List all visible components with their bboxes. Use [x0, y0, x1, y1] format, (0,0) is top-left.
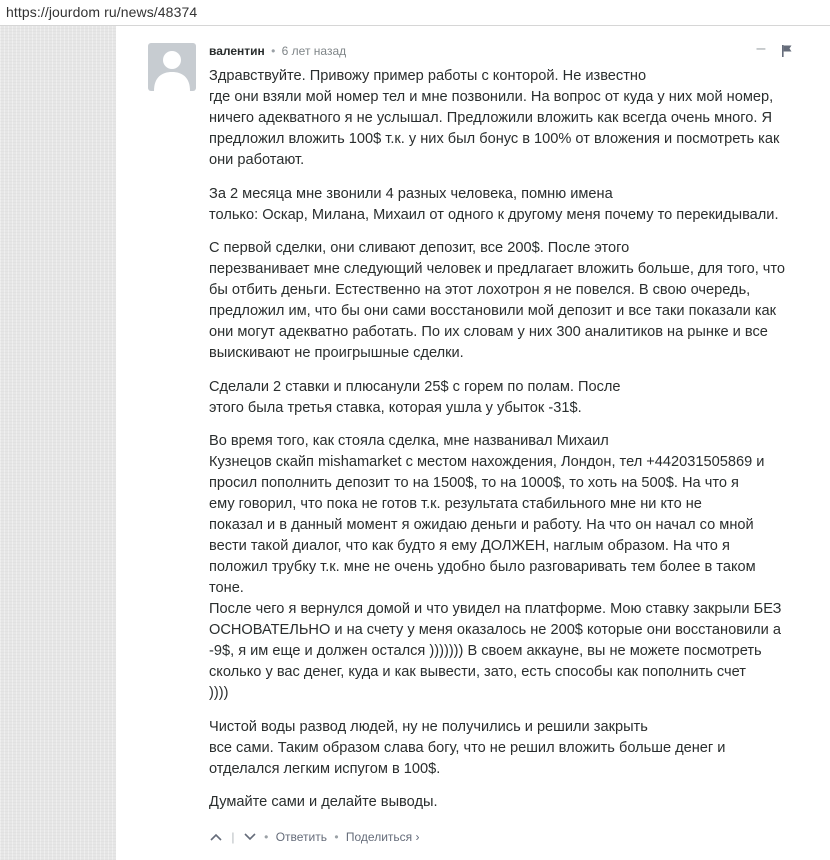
comment-text-line: положил трубку т.к. мне не очень удобно было разговаривать тем более в таком: [209, 559, 756, 575]
comment-paragraph: [209, 66, 821, 171]
comment-text-line: этого была третья ставка, которая ушла у убыток -31$.: [209, 399, 582, 416]
comment-meta: [209, 44, 346, 58]
comment-text-line: После чего я вернулся домой и что увидел на платформе. Мою ставку закрыли БЕЗ: [209, 601, 782, 617]
author-name[interactable]: валентин: [209, 44, 265, 58]
collapse-button[interactable]: –: [756, 40, 766, 57]
comment-text-line: просил пополнить депозит то на 1500$, то на 1000$, то хоть на 500$. На что я: [209, 475, 739, 491]
comment-text-line: сколько у вас денег, куда и как вывести, зато, есть способы как пополнить счет: [209, 664, 746, 680]
comment-text-line: только: Оскар, Милана, Михаил от одного к другому меня почему то перекидывали.: [209, 206, 779, 223]
comment-text-line: За 2 месяца мне звонили 4 разных человека, помню имена: [209, 185, 613, 202]
comment-text-line: показал и в данный момент я ожидаю деньги и работу. На что он начал со мной: [209, 517, 754, 533]
comment-text-line: Во время того, как стояла сделка, мне названивал Михаил: [209, 433, 609, 449]
comment-paragraph: [209, 717, 821, 780]
flag-icon[interactable]: [780, 44, 794, 58]
avatar[interactable]: [148, 43, 196, 91]
vote-divider: |: [231, 829, 235, 844]
footer-dot: •: [264, 829, 269, 844]
comment-text-line: )))): [209, 685, 229, 701]
comment-body: [209, 66, 821, 813]
comment-text-line: отделался легким испугом в 100$.: [209, 760, 441, 777]
comment-text-line: перезванивает мне следующий человек и предлагает вложить больше, для того, что: [209, 261, 786, 277]
page-background-left: [0, 26, 116, 860]
comment-text-line: бы отбить деньги. Естественно на этот лохотрон я не повелся. В свою очередь,: [209, 282, 751, 298]
comment-text-line: тоне.: [209, 580, 244, 596]
url-text[interactable]: https://jourdom ru/news/48374: [6, 4, 198, 20]
comment-text-line: они работают.: [209, 152, 305, 168]
comment-text-line: вести такой диалог, что как будто я ему ДОЛЖЕН, наглым образом. На что я: [209, 538, 730, 554]
comment-paragraph: [209, 184, 821, 226]
comment-paragraph: [209, 238, 821, 364]
comment-text-line: выискивают не проигрышные сделки.: [209, 345, 464, 361]
comment-text-line: Чистой воды развод людей, ну не получились и решили закрыть: [209, 718, 648, 735]
comment-text-line: все сами. Таким образом слава богу, что не решил вложить больше денег и: [209, 739, 726, 756]
comment-text-line: -9$, я им еще и должен остался ))))))) В своем аккауне, вы не можете посмотреть: [209, 643, 762, 659]
user-silhouette-icon: [148, 43, 196, 91]
comment-text-line: ничего адекватного я не услышал. Предложили вложить как всегда очень много. Я: [209, 110, 773, 126]
comment-text-line: предложил вложить 100$ т.к. у них был бонус в 100% от вложения и посмотреть как: [209, 131, 780, 147]
comment-text-line: Здравствуйте. Привожу пример работы с конторой. Не известно: [209, 68, 647, 84]
meta-separator: •: [271, 44, 276, 58]
comment-footer: [209, 829, 419, 845]
comment-text-line: они могут адекватно работать. По их словам у них 300 аналитиков на рынке и все: [209, 324, 768, 340]
comment-paragraph: [209, 792, 821, 813]
share-link[interactable]: Поделиться ›: [345, 829, 420, 844]
comment-timestamp[interactable]: 6 лет назад: [281, 44, 347, 58]
footer-dot: •: [334, 829, 339, 844]
upvote-icon[interactable]: [209, 831, 223, 843]
comment-text-line: Думайте сами и делайте выводы.: [209, 794, 438, 810]
browser-address-bar[interactable]: [0, 0, 830, 26]
comment-text-line: ему говорил, что пока не готов т.к. результата стабильного мне ни кто не: [209, 496, 702, 512]
comment-panel: [116, 26, 830, 860]
comment-text-line: где они взяли мой номер тел и мне позвонили. На вопрос от куда у них мой номер,: [209, 89, 774, 105]
comment-paragraph: [209, 377, 821, 419]
reply-link[interactable]: Ответить: [275, 829, 327, 844]
downvote-icon[interactable]: [243, 831, 257, 843]
comment-paragraph: [209, 431, 821, 704]
comment-text-line: предложил им, что бы они сами восстановили мой депозит и все таки показали как: [209, 303, 777, 319]
comment-text-line: Кузнецов скайп mishamarket с местом нахождения, Лондон, тел +442031505869 и: [209, 454, 765, 470]
comment-text-line: Сделали 2 ставки и плюсанули 25$ с горем по полам. После: [209, 378, 621, 395]
comment-text-line: ОСНОВАТЕЛЬНО и на счету у меня оказалось не 200$ которые они восстановили а: [209, 622, 781, 638]
comment-text-line: С первой сделки, они сливают депозит, все 200$. После этого: [209, 240, 630, 256]
